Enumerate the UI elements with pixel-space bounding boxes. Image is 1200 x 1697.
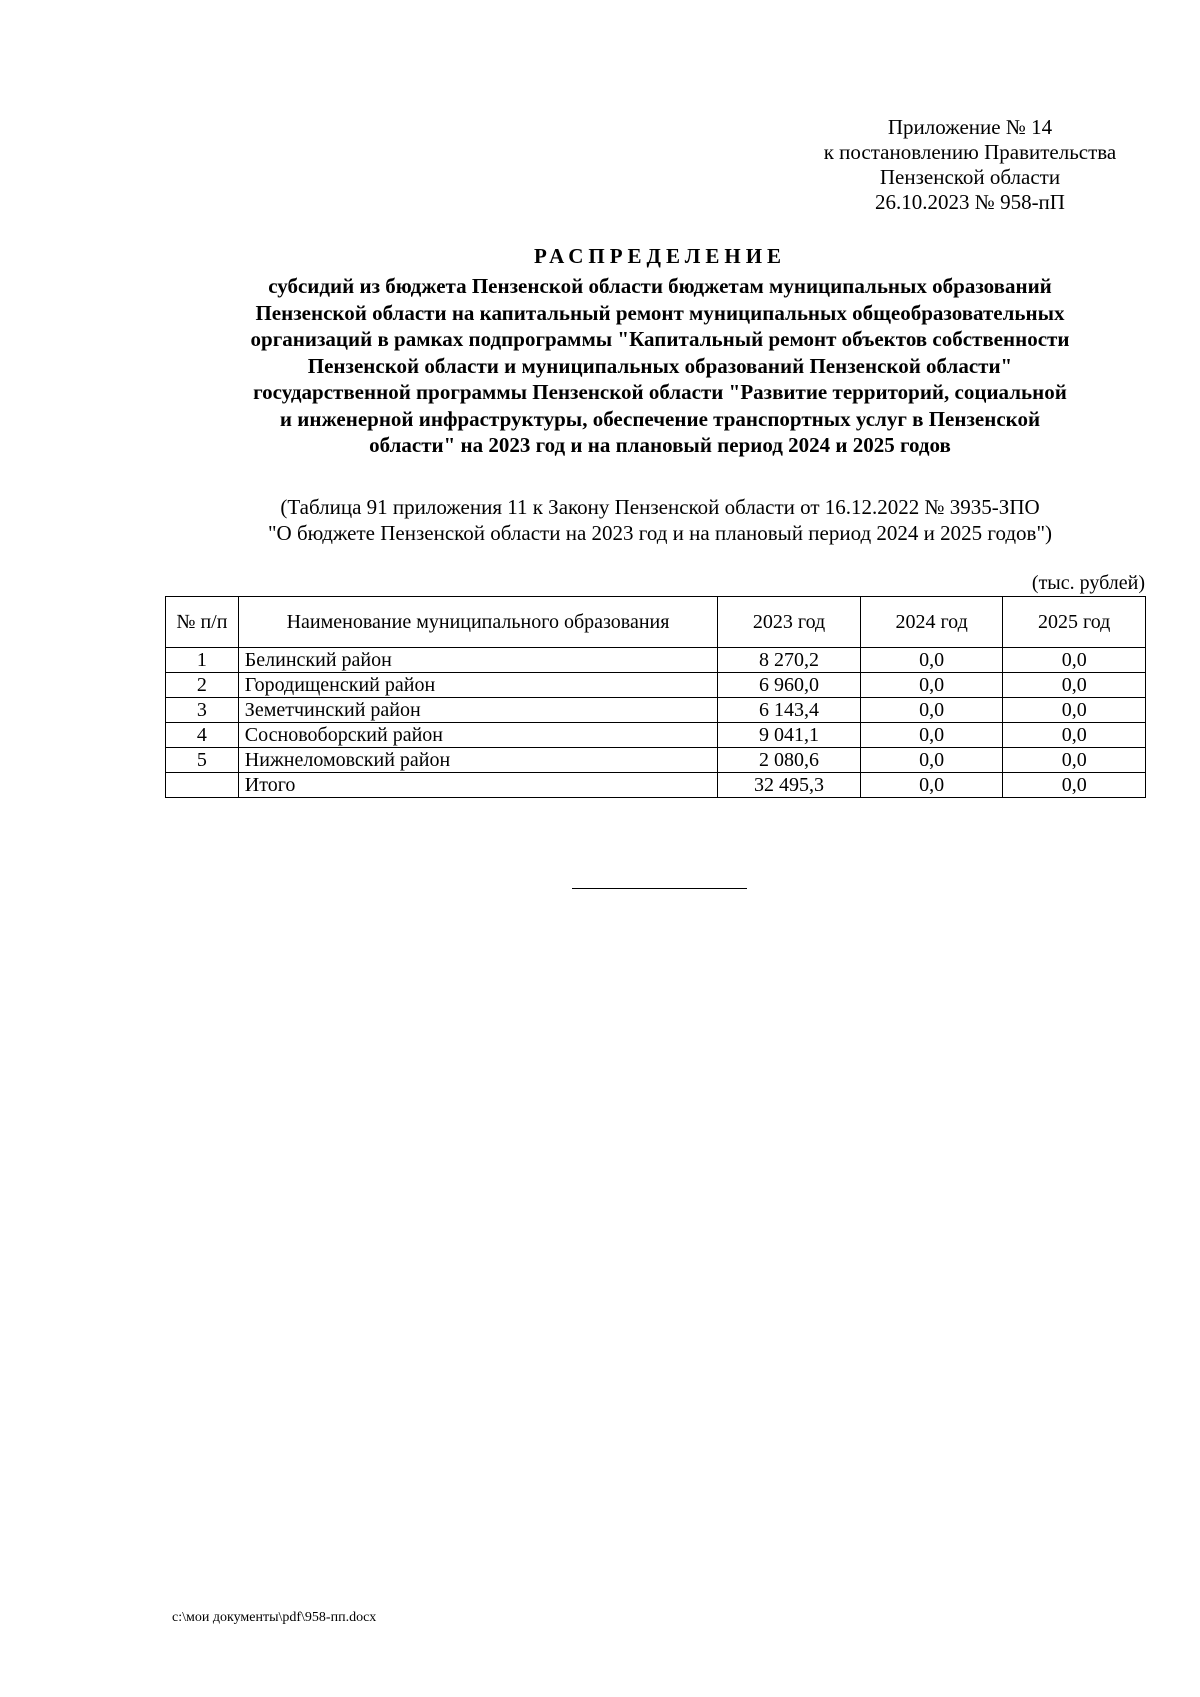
cell-2025: 0,0: [1003, 648, 1146, 673]
table-row: [166, 648, 1146, 673]
cell-num: 1: [166, 648, 239, 673]
cell-2024: 0,0: [860, 648, 1003, 673]
cell-2025: 0,0: [1003, 698, 1146, 723]
cell-name: Нижнеломовский район: [238, 748, 717, 773]
cell-num: 5: [166, 748, 239, 773]
table-row: [166, 748, 1146, 773]
document-subtitle: [160, 273, 1160, 459]
cell-2024: 0,0: [860, 773, 1003, 798]
reference-line: (Таблица 91 приложения 11 к Закону Пензенской области от 16.12.2022 № 3935-ЗПО: [280, 495, 1040, 519]
annex-line-1: Приложение № 14: [887, 115, 1053, 139]
cell-2023: 32 495,3: [718, 773, 861, 798]
header-2025: 2025 год: [1003, 597, 1146, 648]
subtitle-line: и инженерной инфраструктуры, обеспечение транспортных услуг в Пензенской: [279, 406, 1041, 431]
header-2023: 2023 год: [718, 597, 861, 648]
cell-2024: 0,0: [860, 748, 1003, 773]
cell-name: Городищенский район: [238, 673, 717, 698]
cell-2025: 0,0: [1003, 673, 1146, 698]
subtitle-line: государственной программы Пензенской области "Развитие территорий, социальной: [253, 380, 1067, 404]
subtitle-line: Пензенской области и муниципальных образований Пензенской области": [307, 353, 1013, 378]
end-separator-line: [572, 888, 747, 889]
cell-2025: 0,0: [1003, 748, 1146, 773]
subtitle-line: субсидий из бюджета Пензенской области бюджетам муниципальных образований: [268, 274, 1052, 298]
table-total-row: [166, 773, 1146, 798]
reference-line: "О бюджете Пензенской области на 2023 год и на плановый период 2024 и 2025 годов"): [267, 521, 1053, 545]
cell-num: 4: [166, 723, 239, 748]
cell-2023: 6 960,0: [718, 673, 861, 698]
footer-file-path: c:\мои документы\pdf\958-пп.docx: [172, 1610, 377, 1625]
annex-header: [760, 115, 1180, 215]
cell-2024: 0,0: [860, 723, 1003, 748]
document-title: РАСПРЕДЕЛЕНИЕ: [533, 244, 787, 268]
header-num: № п/п: [166, 597, 239, 648]
law-reference: [160, 494, 1160, 546]
table-row: [166, 723, 1146, 748]
annex-line-4: 26.10.2023 № 958-пП: [875, 190, 1065, 214]
annex-line-2: к постановлению Правительства: [823, 140, 1117, 164]
distribution-table: [165, 596, 1146, 798]
cell-name: Сосновоборский район: [238, 723, 717, 748]
header-name: Наименование муниципального образования: [238, 597, 717, 648]
cell-name: Итого: [238, 773, 717, 798]
cell-num: 3: [166, 698, 239, 723]
cell-2024: 0,0: [860, 698, 1003, 723]
table-header-row: [166, 597, 1146, 648]
cell-2025: 0,0: [1003, 773, 1146, 798]
cell-2025: 0,0: [1003, 723, 1146, 748]
cell-name: Земетчинский район: [238, 698, 717, 723]
cell-2023: 2 080,6: [718, 748, 861, 773]
cell-2023: 8 270,2: [718, 648, 861, 673]
units-label: (тыс. рублей): [1031, 572, 1145, 594]
table-row: [166, 673, 1146, 698]
cell-name: Белинский район: [238, 648, 717, 673]
cell-num: 2: [166, 673, 239, 698]
header-2024: 2024 год: [860, 597, 1003, 648]
subtitle-line: Пензенской области на капитальный ремонт муниципальных общеобразовательных: [255, 300, 1065, 325]
cell-num: [166, 773, 239, 798]
cell-2024: 0,0: [860, 673, 1003, 698]
subtitle-line: организаций в рамках подпрограммы "Капитальный ремонт объектов собственности: [250, 327, 1070, 351]
cell-2023: 6 143,4: [718, 698, 861, 723]
cell-2023: 9 041,1: [718, 723, 861, 748]
annex-line-3: Пензенской области: [879, 165, 1061, 189]
subtitle-line: области" на 2023 год и на плановый период 2024 и 2025 годов: [369, 433, 951, 457]
table-row: [166, 698, 1146, 723]
